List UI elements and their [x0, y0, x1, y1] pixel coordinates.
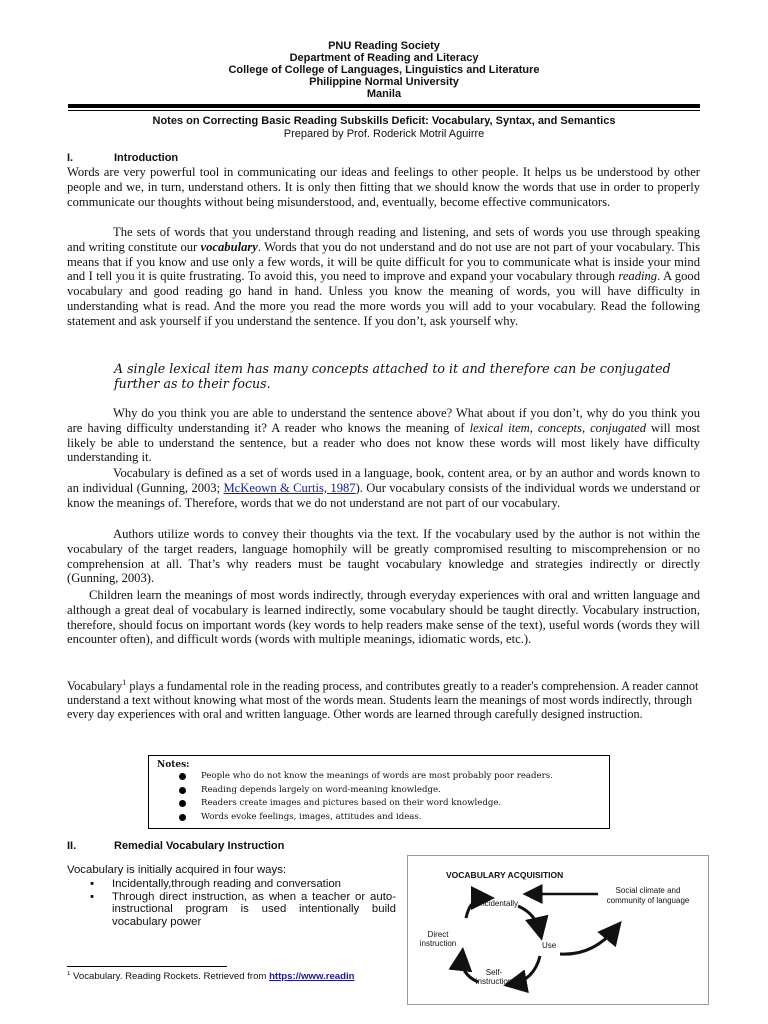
footnote-mark: 1 — [67, 971, 71, 977]
p7-vocabulary-word: Vocabulary — [67, 679, 123, 694]
section-2-number: II. — [67, 840, 77, 852]
section-2-title: Remedial Vocabulary Instruction — [114, 840, 285, 852]
department-name: Department of Reading and Literacy — [289, 52, 479, 64]
square-bullet-icon: ▪ — [90, 878, 95, 890]
notes-item — [149, 784, 553, 798]
notes-title: Notes: — [157, 760, 190, 770]
footnote-marker[interactable]: 1 — [122, 678, 127, 687]
p2-part-a: The sets of words that you understand through reading and listening, and sets of words you use through speaking and writing constitute our — [67, 225, 700, 254]
bullet-dot-icon — [179, 800, 186, 807]
vocabulary-acquisition-figure — [407, 855, 709, 1005]
notes-box — [148, 755, 610, 829]
square-bullet-icon: ▪ — [90, 890, 95, 903]
use-to-self-arrow — [512, 956, 540, 984]
section-2-list-item — [90, 891, 396, 929]
bullet-dot-icon — [179, 773, 186, 780]
intro-paragraph-1 — [67, 165, 700, 209]
vocabulary-cycle-diagram — [408, 856, 708, 1004]
intro-paragraph-7 — [67, 676, 700, 722]
use-to-social-arrow — [560, 928, 616, 954]
node-incidentally: Incidentally — [478, 899, 519, 908]
section-2-intro: Vocabulary is initially acquired in four ways: — [67, 864, 287, 876]
society-name: PNU Reading Society — [328, 40, 440, 52]
footnote — [67, 971, 407, 982]
section-1-number: I. — [67, 152, 74, 164]
college-name: College of College of Languages, Linguistics and Literature — [228, 64, 540, 76]
notes-item — [149, 811, 553, 825]
incidentally-to-use-arrow — [518, 906, 540, 932]
footnote-link[interactable]: https://www.readin — [269, 971, 355, 983]
p5-text: Authors utilize words to convey their thoughts via the text. If the vocabulary used by the author is not within the vocabulary of the target readers, language homophily will be greatly compromised resulting to miscomprehension or no comprehension at all. That’s why readers must be taught vocabulary knowledge and strategies indirectly or directly (Gunning, 2003). — [67, 527, 700, 586]
p4-part-a: Vocabulary is defined as a set of words used in a language, book, content area, or by an author and words known to an individual (Gunning, 2003; — [67, 466, 700, 495]
sample-sentence-quote: A single lexical item has many concepts attached to it and therefore can be conjugated further as to their focus. — [114, 361, 671, 391]
p3-term-concepts: concepts — [537, 420, 582, 435]
p7-text: plays a fundamental role in the reading process, and contributes greatly to a reader's comprehension. A reader cannot understand a text without knowing what most of the words mean. Students learn the meanings of most words indirectly, through every day experiences with oral and written language. Other words are learned through carefully designed instruction. — [67, 679, 699, 722]
university-name: Philippine Normal University — [309, 76, 459, 88]
section-2-list — [90, 878, 396, 928]
intro-paragraph-1-text: Words are very powerful tool in communicating our ideas and feelings to other people. It helps us be understood by other people and we, in turn, understand others. It is only then fitting that we should know the words that use in order to properly communicate our thoughts without being misunderstood, and, eventually, become effective communicators. — [67, 165, 700, 209]
node-self-instruction: Self-instruction — [475, 968, 513, 986]
bullet-dot-icon — [179, 814, 186, 821]
city-name: Manila — [366, 88, 402, 100]
p2-part-b: . Words that you do not understand and do not use are not part of your vocabulary. This means that if you know and use only a few words, it will be quite difficult for you to communicate what is inside your mind and I tell you it is quite frustrating. To avoid this, you need to improve and expand your vocabulary through — [67, 239, 700, 284]
p3-part-a: Why do you think you are able to understand the sentence above? What about if you don’t, why do you think you are having difficulty understanding it? A reader who knows the meaning of — [67, 406, 700, 435]
p6-text: Children learn the meanings of most words indirectly, through everyday experiences with oral and written language and although a great deal of vocabulary is learned indirectly, some vocabulary should be taught directly. Vocabulary instruction, therefore, should focus on important words (key words to help readers make sense of the text), useful words (words they will encounter often), and difficult words (words with multiple meanings, idiomatic words, etc.). — [67, 588, 700, 647]
header-thin-rule — [68, 110, 700, 111]
notes-item — [149, 797, 553, 811]
notes-list — [149, 770, 553, 824]
notes-item-text: Reading depends largely on word-meaning knowledge. — [201, 784, 441, 795]
node-use: Use — [542, 941, 557, 950]
section-2-list-item — [90, 878, 396, 891]
intro-paragraph-2 — [67, 225, 700, 329]
intro-paragraph-3 — [67, 406, 700, 465]
node-direct-instruction: Direct instruction — [419, 930, 457, 948]
p4-part-b: ). Our vocabulary consists of the individual words we understand or know the meanings of. Therefore, words that we do not understand are not part of our vocabulary. — [67, 480, 701, 510]
p3-term-lexical-item: lexical item — [469, 420, 530, 435]
p2-vocabulary-term: vocabulary — [200, 239, 258, 254]
section-2-list-item-text: Incidentally,through reading and conversation — [112, 878, 342, 890]
p3-sep-1: , — [529, 420, 538, 435]
intro-paragraph-5 — [67, 527, 700, 586]
p3-part-b: will most likely be able to understand the sentence, but a reader who does not know these words will most likely have difficulty understanding it. — [67, 420, 701, 465]
footnote-separator — [67, 966, 227, 967]
bullet-dot-icon — [179, 787, 186, 794]
document-title: Notes on Correcting Basic Reading Subskills Deficit: Vocabulary, Syntax, and Semantics — [152, 115, 616, 127]
notes-item-text: People who do not know the meanings of words are most probably poor readers. — [201, 771, 553, 781]
notes-item — [149, 770, 553, 784]
intro-paragraph-4 — [67, 466, 700, 510]
document-author: Prepared by Prof. Roderick Motril Aguirre — [283, 128, 485, 140]
notes-item-text: Readers create images and pictures based on their word knowledge. — [201, 798, 502, 809]
section-1-title: Introduction — [114, 152, 179, 164]
header-thick-rule — [68, 104, 700, 108]
p2-part-c: . A good vocabulary and good reading go hand in hand. Unless you know the meaning of words, you will have difficulty in understanding what is read. And the more you read the more words you will add to your vocabulary. Read the following statement and ask yourself if you understand the sentence. If you don’t, ask yourself why. — [67, 269, 700, 328]
intro-paragraph-6 — [67, 588, 700, 647]
p2-reading-term: reading — [618, 269, 658, 284]
node-social-climate: Social climate and community of language — [606, 886, 690, 905]
footnote-text: Vocabulary. Reading Rockets. Retrieved from — [70, 971, 270, 983]
figure-title: VOCABULARY ACQUISITION — [446, 870, 564, 880]
notes-item-text: Words evoke feelings, images, attitudes and ideas. — [201, 811, 422, 822]
p3-term-conjugated: conjugated — [590, 420, 647, 435]
p3-sep-2: , — [581, 420, 591, 435]
section-2-list-item-text: Through direct instruction, as when a teacher or auto-instructional program is used intentionally build vocabulary power — [112, 890, 396, 928]
mckeown-curtis-link[interactable]: McKeown & Curtis, 1987 — [223, 480, 356, 495]
